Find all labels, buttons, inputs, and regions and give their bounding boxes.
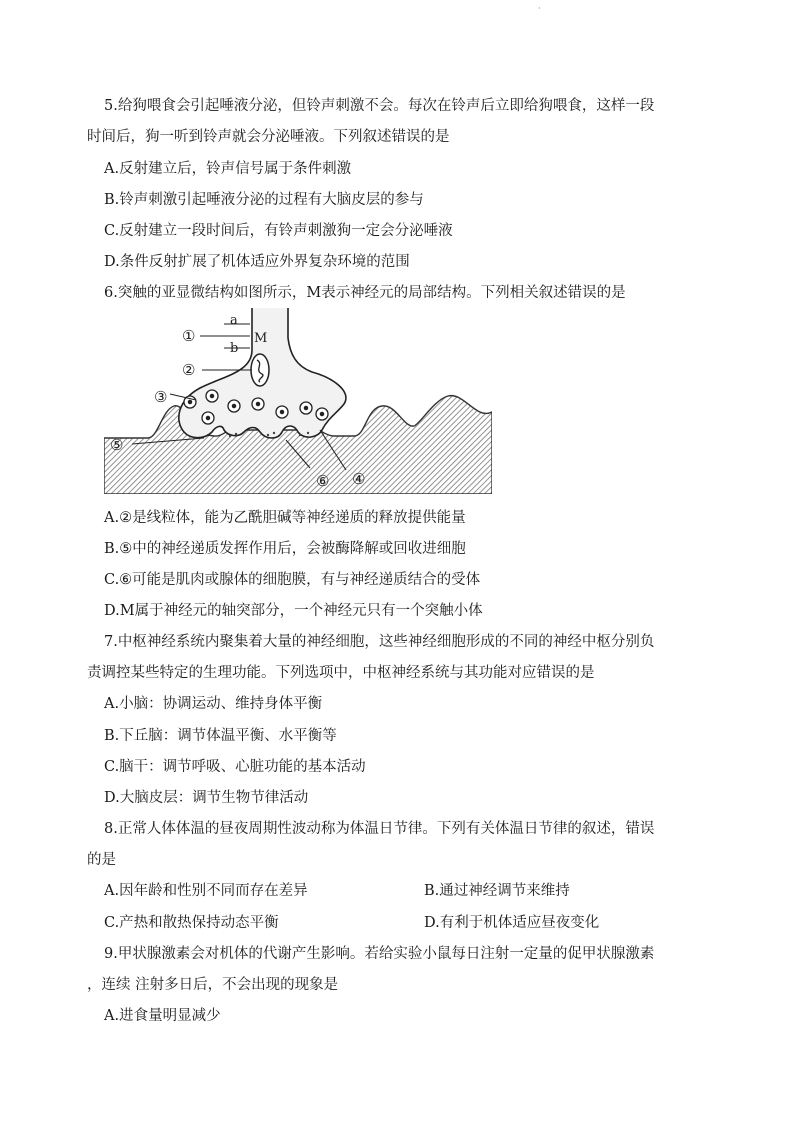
q9-option-a: A.进食量明显减少 — [104, 1008, 221, 1024]
mitochondrion — [251, 354, 269, 386]
q8-option-c: C.产热和散热保持动态平衡 — [104, 915, 279, 931]
label-circled-6: ⑥ — [316, 472, 330, 490]
q7-stem-line2: 责调控某些特定的生理功能。下列选项中，中枢神经系统与其功能对应错误的是 — [87, 665, 595, 681]
label-circled-1: ① — [182, 327, 196, 345]
header-mark: · — [538, 4, 541, 13]
q5-option-b: B.铃声刺激引起唾液分泌的过程有大脑皮层的参与 — [104, 192, 424, 208]
q5-stem-line1: 5.给狗喂食会引起唾液分泌，但铃声刺激不会。每次在铃声后立即给狗喂食，这样一段 — [104, 98, 655, 114]
q9-stem-line2: ，连续 注射多日后，不会出现的现象是 — [87, 977, 339, 993]
q6-option-d: D.M属于神经元的轴突部分，一个神经元只有一个突触小体 — [104, 603, 483, 619]
q6-stem-line1: 6.突触的亚显微结构如图所示，M表示神经元的局部结构。下列相关叙述错误的是 — [104, 285, 626, 301]
label-circled-2: ② — [182, 361, 196, 379]
q8-option-a: A.因年龄和性别不同而存在差异 — [104, 883, 308, 899]
q7-option-b: B.下丘脑：调节体温平衡、水平衡等 — [104, 728, 337, 744]
q7-option-a: A.小脑：协调运动、维持身体平衡 — [104, 696, 323, 712]
q6-option-a: A.②是线粒体，能为乙酰胆碱等神经递质的释放提供能量 — [104, 510, 466, 526]
q8-stem-line1: 8.正常人体体温的昼夜周期性波动称为体温日节律。下列有关体温日节律的叙述，错误 — [104, 821, 655, 837]
q9-stem-line1: 9.甲状腺激素会对机体的代谢产生影响。若给实验小鼠每日注射一定量的促甲状腺激素 — [104, 946, 655, 962]
label-circled-5: ⑤ — [110, 436, 124, 454]
label-circled-3: ③ — [154, 388, 168, 406]
synapse-figure — [104, 308, 492, 494]
q5-option-d: D.条件反射扩展了机体适应外界复杂环境的范围 — [104, 254, 410, 270]
q6-option-b: B.⑤中的神经递质发挥作用后，会被酶降解或回收进细胞 — [104, 541, 466, 557]
q7-option-c: C.脑干：调节呼吸、心脏功能的基本活动 — [104, 759, 366, 775]
q5-option-c: C.反射建立一段时间后，有铃声刺激狗一定会分泌唾液 — [104, 223, 453, 239]
label-circled-4: ④ — [352, 470, 366, 488]
label-m: M — [254, 331, 268, 346]
q5-stem-line2: 时间后，狗一听到铃声就会分泌唾液。下列叙述错误的是 — [87, 129, 450, 145]
q5-option-a: A.反射建立后，铃声信号属于条件刺激 — [104, 161, 352, 177]
q7-option-d: D.大脑皮层：调节生物节律活动 — [104, 790, 309, 806]
q8-option-b: B.通过神经调节来维持 — [424, 883, 570, 899]
label-a: a — [230, 313, 238, 328]
q7-stem-line1: 7.中枢神经系统内聚集着大量的神经细胞，这些神经细胞形成的不同的神经中枢分别负 — [104, 634, 655, 650]
q8-option-d: D.有利于机体适应昼夜变化 — [424, 915, 600, 931]
q6-option-c: C.⑥可能是肌肉或腺体的细胞膜，有与神经递质结合的受体 — [104, 572, 481, 588]
label-b: b — [230, 341, 239, 356]
q8-stem-line2: 的是 — [87, 852, 116, 868]
